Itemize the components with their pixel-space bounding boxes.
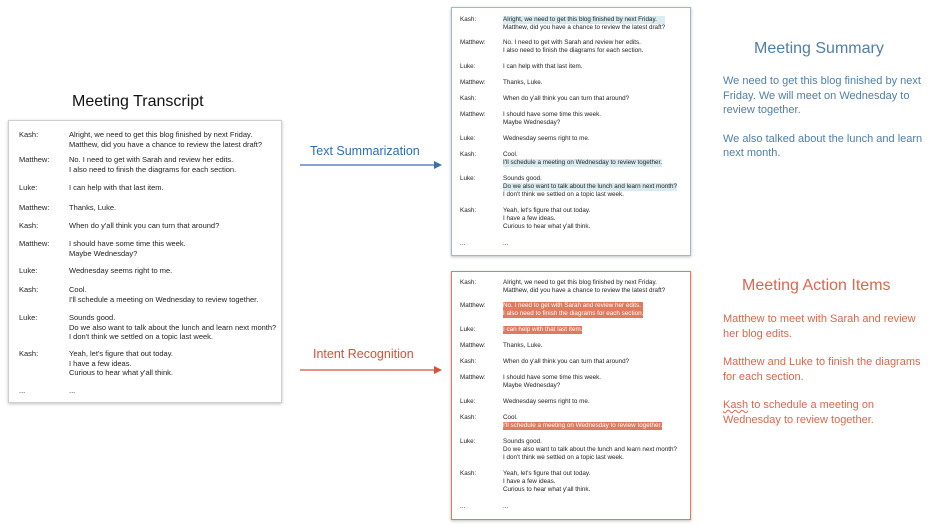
speaker-label: Luke: (460, 398, 476, 405)
speaker-label: Kash: (19, 349, 39, 358)
speaker-label: Matthew: (460, 111, 486, 118)
speaker-label: Luke: (460, 63, 476, 70)
utterance: No. I need to get with Sarah and review her edits. I also need to finish the diagrams for each section. (69, 155, 237, 174)
speaker-label: Matthew: (19, 239, 50, 248)
intent-recognition-label: Intent Recognition (313, 347, 414, 361)
speaker-label: Matthew: (460, 374, 486, 381)
speaker-label: Luke: (19, 266, 38, 275)
utterance: Yeah, let's figure that out today. I have a few ideas. Curious to hear what y'all think. (503, 470, 591, 493)
utterance: Wednesday seems right to me. (503, 398, 590, 405)
utterance: ... (69, 386, 76, 395)
meeting-summary-title: Meeting Summary (754, 40, 884, 57)
utterance: I should have some time this week. Maybe Wednesday? (503, 111, 601, 126)
summarized-transcript-document (451, 7, 691, 256)
speaker-label: Kash: (460, 16, 477, 23)
utterance: I can help with that last item. (503, 63, 583, 70)
speaker-label: Luke: (460, 326, 476, 333)
utterance: Sounds good. Do we also want to talk about the lunch and learn next month? I don't think we settled on a topic last week. (503, 438, 677, 461)
speaker-label: Luke: (19, 183, 38, 192)
meeting-summary-body (723, 74, 923, 175)
speaker-label: Luke: (460, 438, 476, 445)
speaker-label: Kash: (460, 207, 477, 214)
utterance: When do y'all think you can turn that around? (503, 358, 630, 365)
utterance: Thanks, Luke. (503, 79, 543, 86)
speaker-label: Kash: (19, 130, 39, 139)
utterance: I can help with that last item. (503, 326, 583, 333)
action-item: Matthew to meet with Sarah and review her blog edits. (723, 313, 916, 340)
speaker-label: Luke: (19, 313, 38, 322)
speaker-label: Kash: (19, 285, 39, 294)
speaker-label: ... (460, 240, 466, 247)
speaker-label: Kash: (460, 470, 477, 477)
speaker-label: Matthew: (460, 342, 486, 349)
utterance: I should have some time this week. Maybe Wednesday? (69, 239, 186, 258)
speaker-label: Matthew: (460, 39, 486, 46)
utterance: Yeah, let's figure that out today. I have a few ideas. Curious to hear what y'all think. (69, 349, 174, 377)
summary-paragraph: We also talked about the lunch and learn next month. (723, 132, 923, 159)
utterance: Alright, we need to get this blog finished by next Friday. Matthew, did you have a chance to review the latest draft? (503, 16, 666, 31)
action-item: Kash to schedule a meeting on Wednesday to review together. (723, 399, 875, 426)
speaker-label: Matthew: (19, 203, 50, 212)
utterance: ... (503, 503, 509, 510)
meeting-action-items-title: Meeting Action Items (742, 277, 891, 294)
utterance: When do y'all think you can turn that around? (503, 95, 630, 102)
intent-transcript-document (451, 271, 691, 520)
transcript-document (8, 120, 282, 403)
utterance: Alright, we need to get this blog finished by next Friday. Matthew, did you have a chance to review the latest draft? (503, 279, 666, 294)
utterance: I should have some time this week. Maybe Wednesday? (503, 374, 601, 389)
speaker-label: Matthew: (19, 155, 50, 164)
utterance: Alright, we need to get this blog finished by next Friday. Matthew, did you have a chance to review the latest draft? (69, 130, 263, 149)
summary-paragraph: We need to get this blog finished by next Friday. We will meet on Wednesday to review together. (723, 75, 921, 116)
meeting-action-items-body (723, 312, 923, 441)
speaker-label: Luke: (460, 135, 476, 142)
utterance: Sounds good. Do we also want to talk about the lunch and learn next month? I don't think we settled on a topic last week. (69, 313, 277, 341)
speaker-label: Kash: (460, 414, 477, 421)
summarization-arrow (300, 159, 442, 171)
speaker-label: Kash: (460, 358, 477, 365)
text-summarization-label: Text Summarization (310, 144, 420, 158)
utterance: Cool. I'll schedule a meeting on Wednesday to review together. (503, 414, 662, 429)
utterance: I can help with that last item. (69, 183, 164, 192)
utterance: Wednesday seems right to me. (503, 135, 590, 142)
speaker-label: Kash: (460, 151, 477, 158)
speaker-label: Matthew: (460, 302, 486, 309)
utterance: No. I need to get with Sarah and review her edits. I also need to finish the diagrams for each section. (503, 302, 644, 317)
speaker-label: Kash: (19, 221, 39, 230)
speaker-label: Matthew: (460, 79, 486, 86)
speaker-label: Luke: (460, 175, 476, 182)
intent-arrow (300, 364, 442, 376)
speaker-label: ... (19, 386, 26, 395)
action-item: Matthew and Luke to finish the diagrams for each section. (723, 356, 921, 383)
utterance: Thanks, Luke. (503, 342, 543, 349)
speaker-label: Kash: (460, 95, 477, 102)
utterance: No. I need to get with Sarah and review her edits. I also need to finish the diagrams for each section. (503, 39, 644, 54)
utterance: Cool. I'll schedule a meeting on Wednesday to review together. (503, 151, 662, 166)
utterance: Thanks, Luke. (69, 203, 117, 212)
speaker-label: ... (460, 503, 466, 510)
utterance: Wednesday seems right to me. (69, 266, 173, 275)
utterance: Yeah, let's figure that out today. I have a few ideas. Curious to hear what y'all think. (503, 207, 591, 230)
utterance: When do y'all think you can turn that around? (69, 221, 220, 230)
utterance: Sounds good. Do we also want to talk about the lunch and learn next month? I don't think we settled on a topic last week. (503, 175, 677, 198)
transcript-title: Meeting Transcript (72, 93, 204, 110)
utterance: Cool. I'll schedule a meeting on Wednesday to review together. (69, 285, 259, 304)
speaker-label: Kash: (460, 279, 477, 286)
utterance: ... (503, 240, 509, 247)
